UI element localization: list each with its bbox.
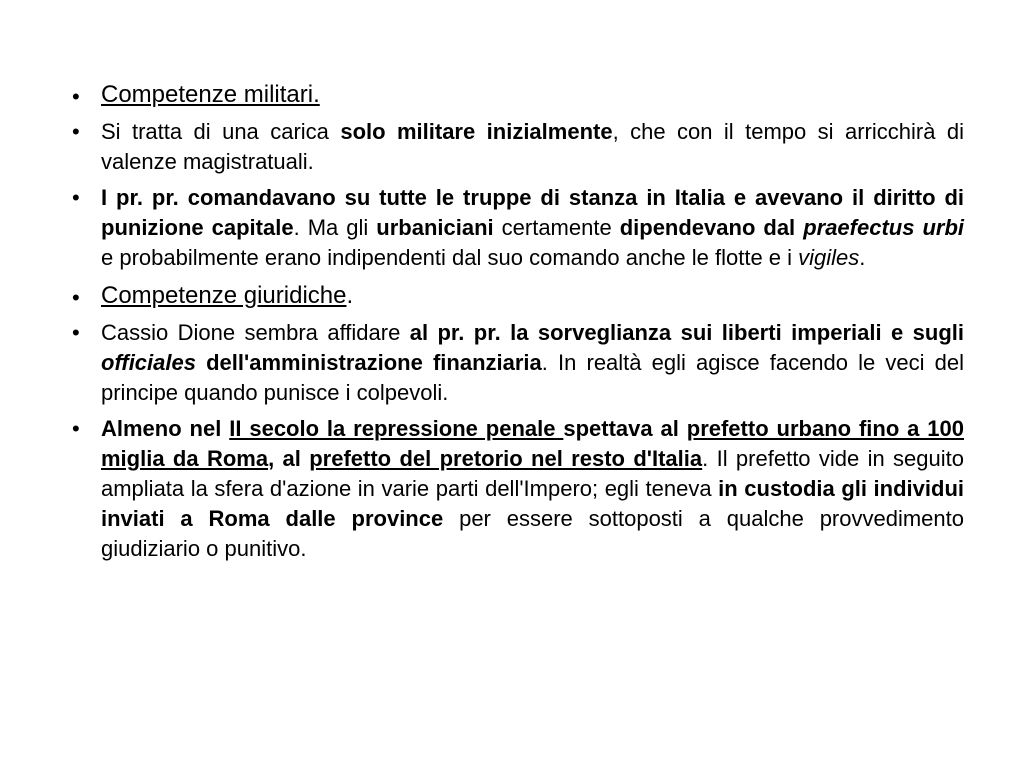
bullet-item-cassio-dione <box>72 318 964 408</box>
text-segment: prefetto urbano fino a 100 miglia da Roma <box>101 416 964 471</box>
text-segment: , al <box>268 446 310 471</box>
text-segment: . <box>859 245 866 270</box>
text-segment: dipendevano dal <box>619 215 804 240</box>
text-segment: II secolo la repressione penale <box>229 416 564 441</box>
text-segment: I pr. pr. comandavano su tutte le truppe di stanza in Italia e avevano il diritto di punizione capitale <box>101 185 964 240</box>
text-segment: Almeno nel <box>101 416 230 441</box>
text-segment: praefectus urbi <box>803 215 965 240</box>
bullet-dot-icon: • <box>72 416 80 441</box>
text-segment: al pr. pr. la sorveglianza sui liberti imperiali e sugli <box>409 320 964 345</box>
bullet-dot-icon: • <box>72 320 80 345</box>
text-segment: prefetto del pretorio nel resto d'Italia <box>309 446 703 471</box>
text-segment: dell'amministrazione finanziaria <box>195 350 542 375</box>
bullet-list <box>72 78 964 570</box>
text-segment: in custodia gli individui inviati a Roma dalle province <box>101 476 964 531</box>
bullet-item-repressione-penale <box>72 414 964 564</box>
text-segment: solo militare inizialmente <box>340 119 613 144</box>
text-segment: , che con il tempo si arricchirà di valenze magistratuali. <box>101 119 964 174</box>
text-segment: vigiles <box>798 245 860 270</box>
text-segment: e probabilmente erano indipendenti dal suo comando anche le flotte e i <box>101 245 799 270</box>
text-segment: per essere sottoposti a qualche provvedimento giudiziario o punitivo. <box>101 506 964 561</box>
text-segment: officiales <box>101 350 196 375</box>
heading-text: Competenze giuridiche <box>101 282 347 309</box>
bullet-dot-icon: • <box>72 285 80 310</box>
text-segment: certamente <box>493 215 620 240</box>
bullet-dot-icon: • <box>72 185 80 210</box>
bullet-dot-icon: • <box>72 119 80 144</box>
text-segment: spettava al <box>563 416 687 441</box>
text-segment: Cassio Dione sembra affidare <box>101 320 410 345</box>
text-segment: . Il prefetto vide in seguito ampliata la sfera d'azione in varie parti dell'Impero; egli teneva <box>101 446 964 501</box>
text-segment: . <box>346 282 354 309</box>
text-segment: Si tratta di una carica <box>101 119 341 144</box>
text-segment: . Ma gli <box>293 215 377 240</box>
bullet-dot-icon: • <box>72 84 80 109</box>
text-segment: . In realtà egli agisce facendo le veci del principe quando punisce i colpevoli. <box>101 350 964 405</box>
bullet-item-carica-militare <box>72 117 964 177</box>
text-segment: urbaniciani <box>376 215 494 240</box>
heading-text: Competenze militari. <box>101 81 320 108</box>
bullet-item-competenze-militari <box>72 78 964 112</box>
bullet-item-competenze-giuridiche <box>72 279 964 313</box>
bullet-item-truppe <box>72 183 964 273</box>
